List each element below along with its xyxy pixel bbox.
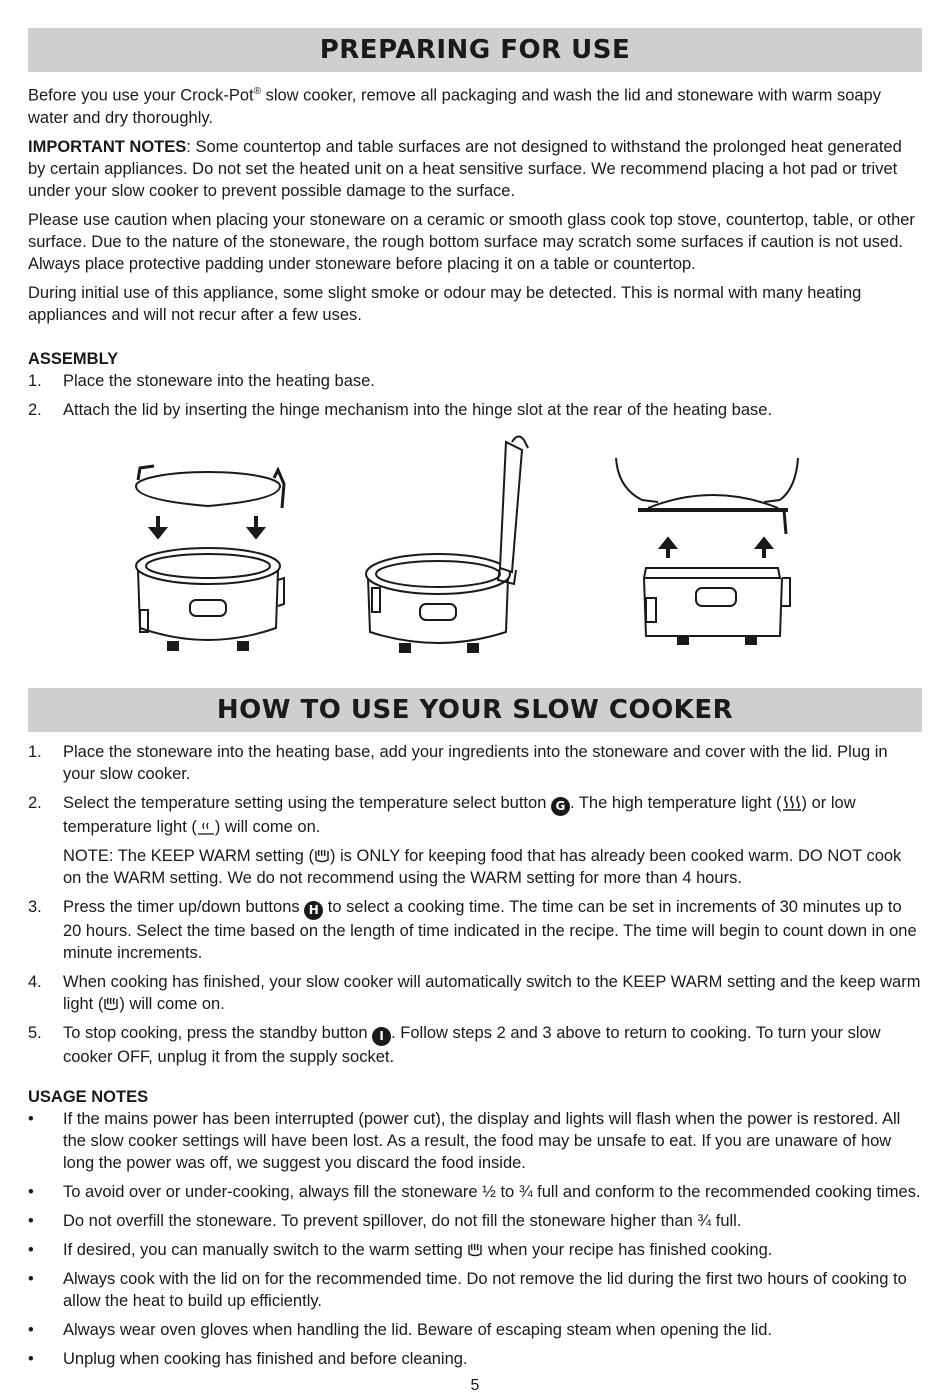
usage-step: 3. Press the timer up/down buttons H to select a cooking time. The time can be set in increments of 30 minutes up to 20 hours. Select the time based on the length of time indicated in the recipe. The time will begin to count down in one minute increments. xyxy=(28,897,917,962)
assembly-heading: ASSEMBLY xyxy=(28,349,119,368)
keep-warm-icon xyxy=(103,995,119,1012)
usage-notes-heading: USAGE NOTES xyxy=(28,1087,149,1106)
usage-step: 1. Place the stoneware into the heating base, add your ingredients into the stoneware and cover with the lid. Plug in your slow cooker. xyxy=(28,742,888,783)
hinged-lid-illustration xyxy=(366,436,528,652)
keep-warm-note: NOTE: The KEEP WARM setting ( ) is ONLY for keeping food that has already been cooked warm. DO NOT cook on the WARM setting. We do not recommend using the WARM setting for more than 4 hours. xyxy=(63,846,902,887)
temperature-select-button-badge: G xyxy=(551,797,570,816)
usage-note: • Always cook with the lid on for the recommended time. Do not remove the lid during the first two hours of cooking to allow the heat to build up efficiently. xyxy=(28,1269,907,1310)
keep-warm-icon xyxy=(314,847,330,864)
caution-paragraph: Please use caution when placing your stoneware on a ceramic or smooth glass cook top stove, countertop, table, or other surface. Due to the nature of the stoneware, the rough bottom surface may scratch some surfaces if caution is not used. Always place protective padding under stoneware before placing it on a table or countertop. xyxy=(28,210,915,273)
registered-mark: ® xyxy=(253,86,261,97)
section-title-preparing: PREPARING FOR USE xyxy=(28,28,922,72)
usage-note: • Unplug when cooking has finished and before cleaning. xyxy=(28,1349,468,1368)
high-heat-icon xyxy=(782,794,802,811)
usage-step: 2. Select the temperature setting using the temperature select button G . The high temperature light ( ) or low temperature light ( ) will come on. xyxy=(28,793,856,836)
assembly-step: 1. Place the stoneware into the heating base. xyxy=(28,371,375,390)
manual-page xyxy=(28,28,922,1377)
smoke-paragraph: During initial use of this appliance, some slight smoke or odour may be detected. This is normal with many heating appliances and will not recur after a few uses. xyxy=(28,283,862,324)
usage-note: • If desired, you can manually switch to the warm setting when your recipe has finished cooking. xyxy=(28,1240,773,1259)
standby-button-badge: I xyxy=(372,1027,391,1046)
intro-paragraph: Before you use your Crock-Pot® slow cooker, remove all packaging and wash the lid and stoneware with warm soapy water and dry thoroughly. xyxy=(28,86,881,127)
page-number: 5 xyxy=(470,1377,480,1394)
section-title-how-to-use: HOW TO USE YOUR SLOW COOKER xyxy=(28,688,922,732)
usage-note: • To avoid over or under-cooking, always fill the stoneware ½ to ¾ full and conform to the recommended cooking times. xyxy=(28,1182,921,1201)
low-heat-icon xyxy=(197,818,215,835)
usage-note: • If the mains power has been interrupted (power cut), the display and lights will flash when the power is restored. All the slow cooker settings will have been lost. As a result, the food may be unsafe to eat. If you are unaware of how long the power was off, we suggest you discard the food inside. xyxy=(28,1109,901,1172)
timer-buttons-badge: H xyxy=(304,901,323,920)
usage-note: • Always wear oven gloves when handling the lid. Beware of escaping steam when opening the lid. xyxy=(28,1320,773,1339)
usage-step: 4. When cooking has finished, your slow cooker will automatically switch to the KEEP WARM setting and the keep warm light ( ) will come on. xyxy=(28,972,921,1013)
assembly-illustrations xyxy=(28,428,922,680)
keep-warm-icon xyxy=(467,1241,483,1258)
lid-placement-illustration xyxy=(136,466,284,650)
usage-step: 5. To stop cooking, press the standby button I . Follow steps 2 and 3 above to return to cooking. To turn your slow cooker OFF, unplug it from the supply socket. xyxy=(28,1023,881,1066)
important-notes-paragraph: IMPORTANT NOTES: Some countertop and table surfaces are not designed to withstand the prolonged heat generated by certain appliances. Do not set the heated unit on a heat sensitive surface. We recommend placing a hot pad or trivet under your slow cooker to prevent possible damage to the surface. xyxy=(28,137,902,200)
assembly-step: 2. Attach the lid by inserting the hinge mechanism into the hinge slot at the rear of the heating base. xyxy=(28,400,773,419)
lid-removal-illustration xyxy=(616,458,798,644)
important-label: IMPORTANT NOTES xyxy=(28,137,187,156)
usage-note: • Do not overfill the stoneware. To prevent spillover, do not fill the stoneware higher than ¾ full. xyxy=(28,1211,742,1230)
